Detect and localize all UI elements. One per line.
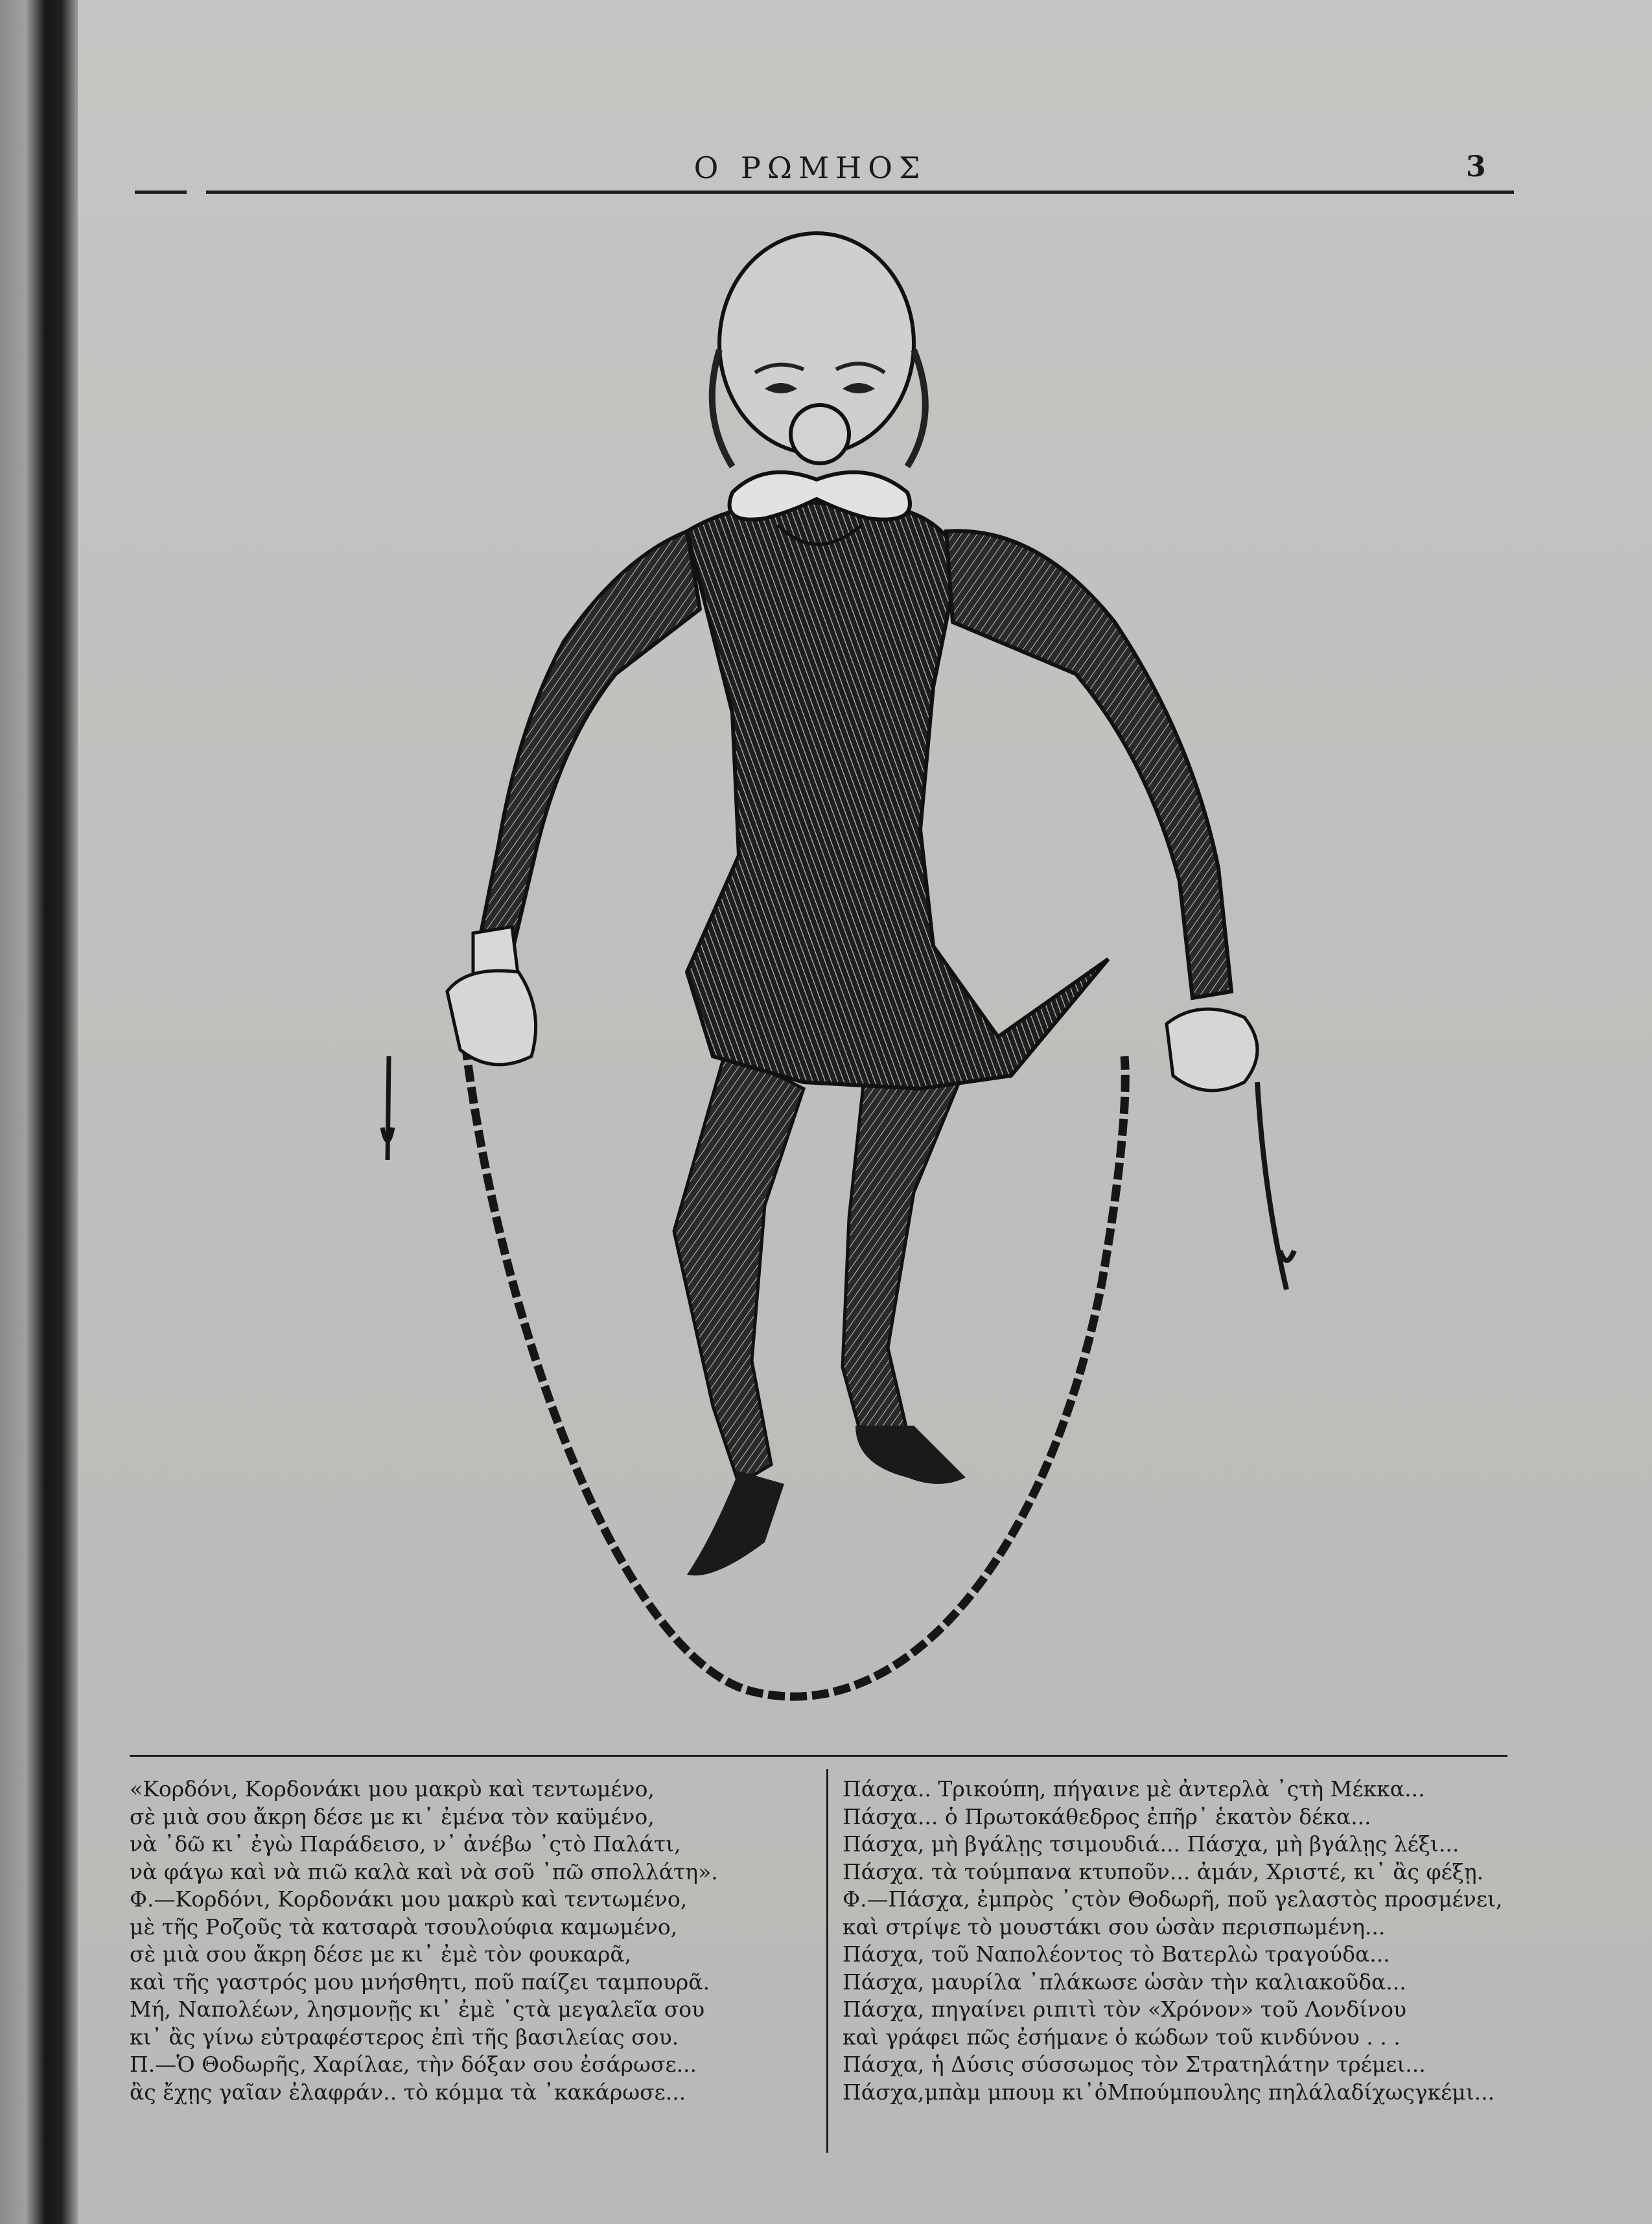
rope-tassel-left: [382, 1056, 393, 1160]
poem-line: Π.—Ὁ Θοδωρῆς, Χαρίλαε, τὴν δόξαν σου ἐσάρωσε...: [130, 2052, 697, 2077]
poem-line: νὰ φάγω καὶ νὰ πιῶ καλὰ καὶ νὰ σοῦ ᾿πῶ σπολλάτη».: [130, 1859, 718, 1884]
left-shoe: [687, 1471, 784, 1575]
poem-left-column: [130, 1776, 817, 2106]
poem-line: «Κορδόνι, Κορδονάκι μου μακρὺ καὶ τεντωμένο,: [130, 1776, 655, 1801]
poem-line: Πάσχα, μαυρίλα ᾿πλάκωσε ὡσὰν τὴν καλιακοῦδα...: [843, 1969, 1406, 1995]
poem-line: Πάσχα, τοῦ Ναπολέοντος τὸ Βατερλὼ τραγούδα...: [843, 1941, 1390, 1967]
poem-line: Φ.—Πάσχα, ἐμπρὸς ᾿ςτὸν Θοδωρῆ, ποῦ γελαστὸς προσμένει,: [843, 1886, 1503, 1912]
poem-line: Πάσχα, ἡ Δύσις σύσσωμος τὸν Στρατηλάτην τρέμει...: [843, 2052, 1426, 2077]
right-leg: [843, 1037, 959, 1439]
poem-line: καὶ στρίψε τὸ μουστάκι σου ὡσὰν περισπωμένη...: [843, 1914, 1386, 1940]
poem-line: καὶ τῆς γαστρός μου μνήσθητι, ποῦ παίζει ταμπουρᾶ.: [130, 1969, 710, 1995]
right-hand: [1167, 1009, 1257, 1091]
poem-line: Πάσχα... ὁ Πρωτοκάθεδρος ἐπῆρ᾿ ἑκατὸν δέκα...: [843, 1803, 1371, 1829]
poem-line: Μή, Ναπολέων, λησμονῇς κι᾿ ἐμὲ ᾿ςτὰ μεγαλεῖα σου: [130, 1997, 705, 2022]
jump-rope: [465, 1043, 1125, 1697]
right-shoe: [855, 1426, 966, 1484]
poem-line: Φ.—Κορδόνι, Κορδονάκι μου μακρὺ καὶ τεντωμένο,: [130, 1886, 688, 1912]
poem-line: σὲ μιὰ σου ἄκρη δέσε με κι᾿ ἐμένα τὸν καϋμένο,: [130, 1803, 655, 1829]
poem-line: μὲ τῆς Ροζοῦς τὰ κατσαρὰ τσουλούφια καμωμένο,: [130, 1914, 678, 1940]
header-rule-short: [135, 191, 187, 194]
header-rule-long: [206, 191, 1514, 194]
rope-tassel-right: [1257, 1082, 1294, 1290]
poem-line: Πάσχα, πηγαίνει ριπιτὶ τὸν «Χρόνον» τοῦ Λονδίνου: [843, 1997, 1407, 2022]
left-arm: [480, 531, 700, 953]
left-leg: [674, 1050, 804, 1484]
poem-line: κι᾿ ἂς γίνω εὐτραφέστερος ἐπὶ τῆς βασιλείας σου.: [130, 2024, 679, 2050]
poem-line: νὰ ᾿δῶ κι᾿ ἐγὼ Παράδεισο, ν᾿ ἀνέβω ᾿ςτὸ Παλάτι,: [130, 1831, 681, 1857]
right-arm: [946, 531, 1231, 998]
poem-right-column: [843, 1776, 1520, 2106]
page-number: 3: [1466, 150, 1486, 183]
column-divider: [826, 1769, 828, 2153]
poem-line: Πάσχα. τὰ τούμπανα κτυποῦν... ἀμάν, Χριστέ, κι᾿ ἂς φέξῃ.: [843, 1859, 1484, 1884]
poem-line: Πάσχα.. Τρικούπη, πήγαινε μὲ ἀντερλὰ ᾿ςτὴ Μέκκα...: [843, 1776, 1425, 1801]
left-hand: [447, 971, 536, 1065]
poem-line: καὶ γράφει πῶς ἐσήμανε ὁ κώδων τοῦ κινδύνου . . .: [843, 2024, 1401, 2050]
newspaper-title: Ο ΡΩΜΗΟΣ: [693, 150, 927, 185]
poem-line: σὲ μιὰ σου ἄκρη δέσε με κι᾿ ἐμὲ τὸν φουκαρᾶ,: [130, 1941, 632, 1967]
section-divider: [130, 1755, 1507, 1757]
poem-line: Πάσχα,μπὰμ μπουμ κι᾿ὁΜπούμπουλης πηλάλαδίχωςγκέμι...: [843, 2079, 1495, 2105]
caricature-illustration: [350, 220, 1322, 1711]
book-binding-shadow: [0, 0, 78, 2224]
nose: [791, 405, 849, 463]
poem-line: ἂς ἔχῃς γαῖαν ἐλαφράν.. τὸ κόμμα τὰ ᾿κακάρωσε...: [130, 2079, 686, 2105]
poem-line: Πάσχα, μὴ βγάλῃς τσιμουδιά... Πάσχα, μὴ βγάλῃς λέξι...: [843, 1831, 1460, 1857]
